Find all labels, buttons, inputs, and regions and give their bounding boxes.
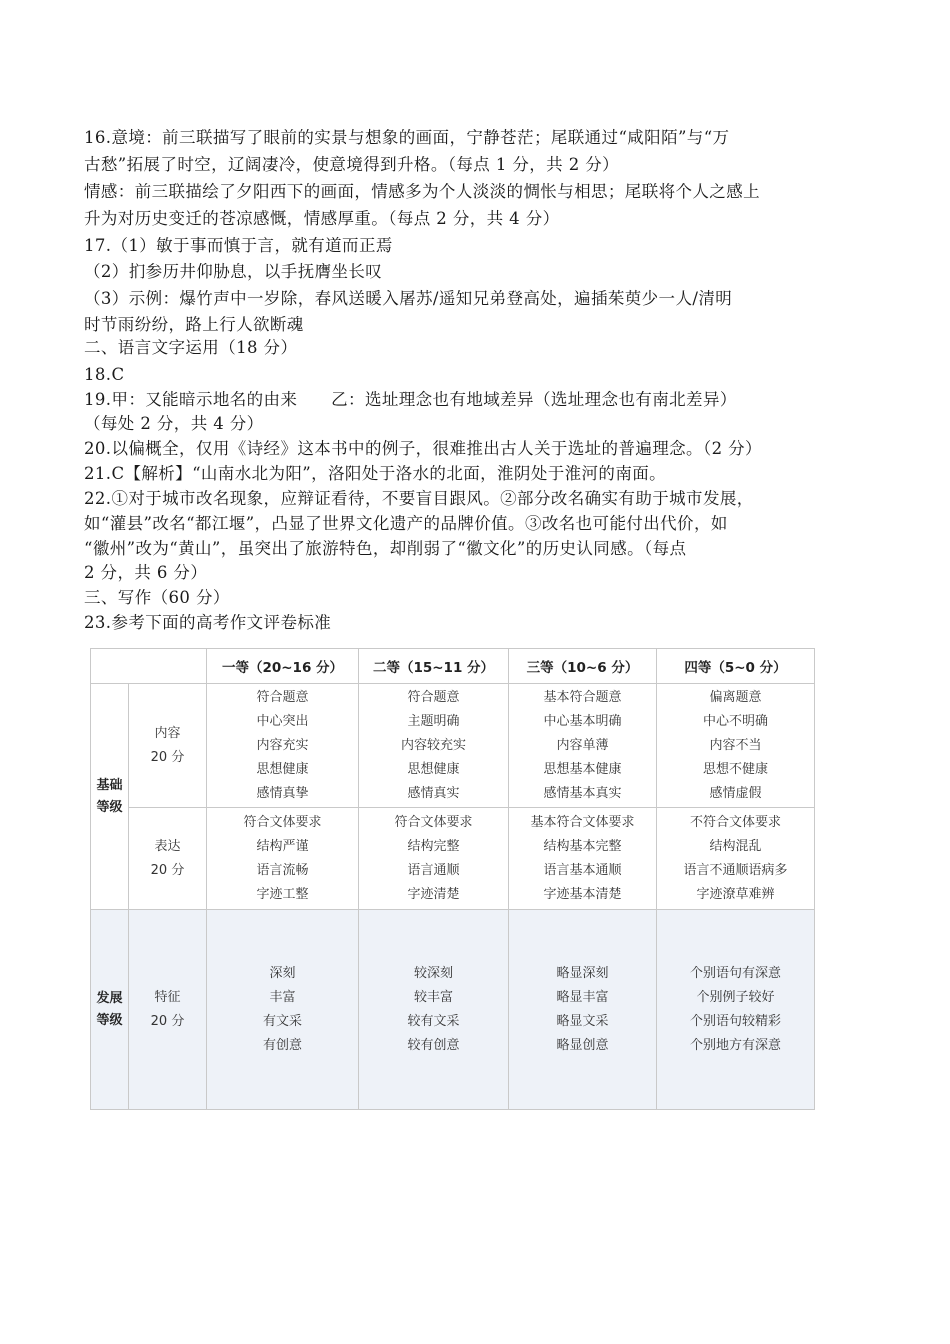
answer-16-line-4: 升为对历史变迁的苍凉感慨，情感厚重。（每点 2 分，共 4 分） [84, 209, 560, 228]
features-category: 特征 20 分 [129, 910, 207, 1110]
expression-grade-3: 基本符合文体要求 结构基本完整 语言基本通顺 字迹基本清楚 [509, 808, 657, 910]
answer-22-line-4: 2 分，共 6 分） [84, 563, 208, 582]
table-corner-cell [91, 649, 207, 684]
content-grade-3: 基本符合题意 中心基本明确 内容单薄 思想基本健康 感情基本真实 [509, 684, 657, 808]
answer-20: 20.以偏概全，仅用《诗经》这本书中的例子，很难推出古人关于选址的普遍理念。（2 分） [84, 439, 762, 458]
answer-22-line-2: 如“灌县”改名“都江堰”，凸显了世界文化遗产的品牌价值。③改名也可能付出代价，如 [84, 514, 728, 533]
answer-19-line-1: 19.甲：又能暗示地名的由来 乙：选址理念也有地域差异（选址理念也有南北差异） [84, 390, 737, 409]
content-grade-2: 符合题意 主题明确 内容较充实 思想健康 感情真实 [359, 684, 509, 808]
answer-16-line-3: 情感：前三联描绘了夕阳西下的画面，情感多为个人淡淡的惆怅与相思；尾联将个人之感上 [84, 182, 760, 201]
grade-3-header: 三等（10~6 分） [509, 649, 657, 684]
expression-category: 表达 20 分 [129, 808, 207, 910]
table-row-features [91, 910, 815, 1110]
expression-grade-2: 符合文体要求 结构完整 语言通顺 字迹清楚 [359, 808, 509, 910]
answer-23: 23.参考下面的高考作文评卷标准 [84, 613, 332, 632]
answer-17-line-3: （3）示例：爆竹声中一岁除，春风送暖入屠苏/遥知兄弟登高处，遍插茱萸少一人/清明 [84, 289, 733, 308]
section-2-heading: 二、语言文字运用（18 分） [84, 338, 298, 357]
section-3-heading: 三、写作（60 分） [84, 588, 230, 607]
features-grade-2: 较深刻 较丰富 较有文采 较有创意 [359, 910, 509, 1110]
essay-grading-table [90, 648, 815, 1110]
answer-21: 21.C【解析】“山南水北为阳”，洛阳处于洛水的北面，淮阴处于淮河的南面。 [84, 464, 667, 483]
grade-1-header: 一等（20~16 分） [207, 649, 359, 684]
answer-17-line-2: （2）扪参历井仰胁息，以手抚膺坐长叹 [84, 262, 383, 281]
features-grade-1: 深刻 丰富 有文采 有创意 [207, 910, 359, 1110]
expression-grade-4: 不符合文体要求 结构混乱 语言不通顺语病多 字迹潦草难辨 [657, 808, 815, 910]
table-row-content [91, 684, 815, 808]
development-level-label: 发展 等级 [91, 910, 129, 1110]
answer-17-line-4: 时节雨纷纷，路上行人欲断魂 [84, 315, 304, 334]
expression-grade-1: 符合文体要求 结构严谨 语言流畅 字迹工整 [207, 808, 359, 910]
answer-22-line-1: 22.①对于城市改名现象，应辩证看待，不要盲目跟风。②部分改名确实有助于城市发展， [84, 489, 754, 508]
grade-4-header: 四等（5~0 分） [657, 649, 815, 684]
answer-19-line-2: （每处 2 分，共 4 分） [84, 414, 264, 433]
content-grade-1: 符合题意 中心突出 内容充实 思想健康 感情真挚 [207, 684, 359, 808]
grade-2-header: 二等（15~11 分） [359, 649, 509, 684]
answer-22-line-3: “徽州”改为“黄山”，虽突出了旅游特色，却削弱了“徽文化”的历史认同感。（每点 [84, 539, 687, 558]
table-header-row [91, 649, 815, 684]
answer-16-line-2: 古愁”拓展了时空，辽阔凄冷，使意境得到升格。（每点 1 分，共 2 分） [84, 155, 620, 174]
answer-17-line-1: 17.（1）敏于事而慎于言，就有道而正焉 [84, 236, 393, 255]
content-grade-4: 偏离题意 中心不明确 内容不当 思想不健康 感情虚假 [657, 684, 815, 808]
features-grade-3: 略显深刻 略显丰富 略显文采 略显创意 [509, 910, 657, 1110]
answer-18: 18.C [84, 365, 125, 384]
features-grade-4: 个别语句有深意 个别例子较好 个别语句较精彩 个别地方有深意 [657, 910, 815, 1110]
basic-level-label: 基础 等级 [91, 684, 129, 910]
answer-16-line-1: 16.意境：前三联描写了眼前的实景与想象的画面，宁静苍茫；尾联通过“咸阳陌”与“万 [84, 128, 730, 147]
table-row-expression [91, 808, 815, 910]
content-category: 内容 20 分 [129, 684, 207, 808]
